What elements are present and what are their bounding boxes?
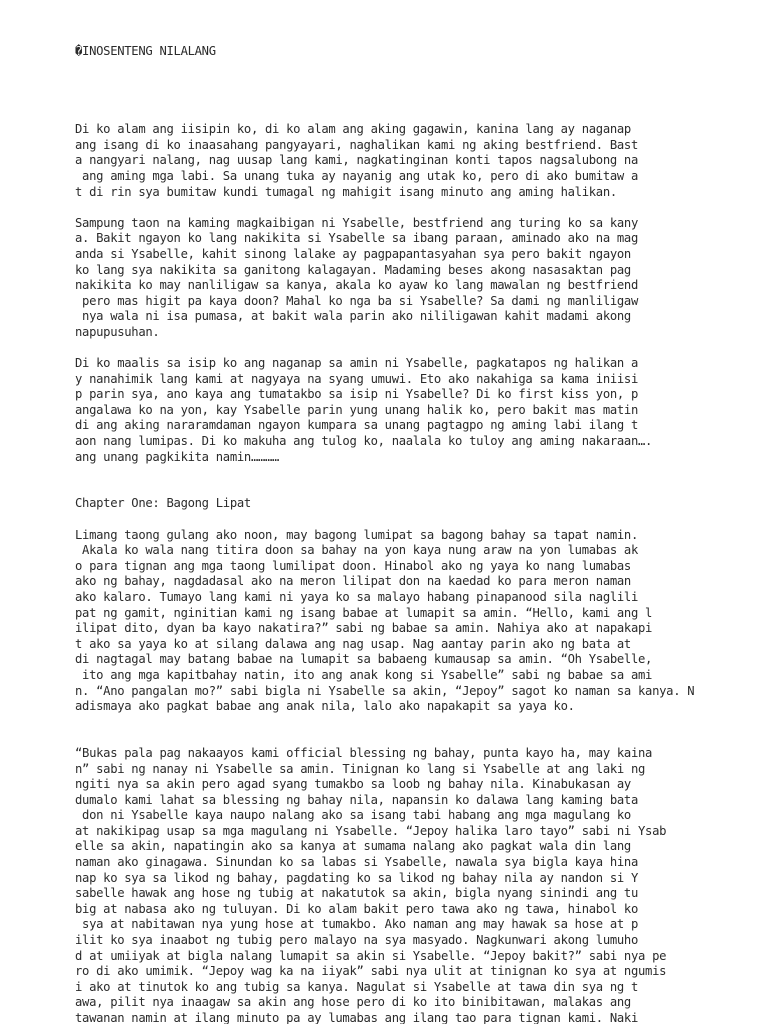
paragraph-line: ilit ko sya inaabot ng tubig pero malayo na sya masyado. Nagkunwari akong lumuho (75, 933, 639, 948)
paragraph-line: di ang aking nararamdaman ngayon kumpara sa unang pagtagpo ng aming labi ilang t (75, 418, 639, 433)
chapter-heading: Chapter One: Bagong Lipat (75, 496, 251, 511)
paragraph-line: elle sa akin, napatingin ako sa kanya at sumama nalang ako pagkat wala din lang (75, 839, 631, 854)
paragraph-line: tawanan namin at ilang minuto pa ay lumabas ang ilang tao para tignan kami. Naki (75, 1011, 639, 1024)
paragraph-line: ako kalaro. Tumayo lang kami ni yaya ko sa malayo habang pinapanood sila naglili (75, 589, 639, 604)
paragraph-line: ako ng bahay, nagdadasal ako na meron lilipat don na kaedad ko para meron naman (75, 574, 631, 589)
paragraph-line: p parin sya, ano kaya ang tumatakbo sa isip ni Ysabelle? Di ko first kiss yon, p (75, 387, 639, 402)
paragraph-line: aon nang lumipas. Di ko makuha ang tulog ko, naalala ko tuloy ang aming nakaraan…. (75, 434, 653, 449)
paragraph-line: ang isang di ko inaasahang pangyayari, naghalikan kami ng aking bestfriend. Bast (75, 137, 639, 152)
blank-line (75, 512, 765, 528)
paragraph-line: ang unang pagkikita namin………… (75, 449, 280, 464)
paragraph-line: Di ko maalis sa isip ko ang naganap sa amin ni Ysabelle, pagkatapos ng halikan a (75, 356, 639, 371)
paragraph-line: d at umiiyak at bigla nalang lumapit sa akin si Ysabelle. “Jepoy bakit?” sabi nya pe (75, 948, 667, 963)
paragraph-line: Di ko alam ang iisipin ko, di ko alam ang aking gagawin, kanina lang ay naganap (75, 122, 631, 137)
paragraph-line: pat ng gamit, nginitian kami ng isang babae at lumapit sa amin. “Hello, kami ang l (75, 605, 653, 620)
paragraph-line: adismaya ako pagkat babae ang anak nila, lalo ako napakapit sa yaya ko. (75, 699, 575, 714)
blank-line (75, 107, 765, 123)
paragraph-line: don ni Ysabelle kaya naupo nalang ako sa isang tabi habang ang mga magulang ko (75, 808, 631, 823)
blank-line (75, 91, 765, 107)
paragraph-line: i ako at tinutok ko ang tubig sa kanya. Nagulat si Ysabelle at tawa din sya ng t (75, 979, 639, 994)
paragraph-line: Akala ko wala nang titira doon sa bahay na yon kaya nung araw na yon lumabas ak (75, 543, 639, 558)
blank-line (75, 730, 765, 746)
blank-line (75, 340, 765, 356)
blank-line (75, 481, 765, 497)
paragraph-line: at nakikipag usap sa mga magulang ni Ysabelle. “Jepoy halika laro tayo” sabi ni Ysab (75, 823, 667, 838)
paragraph-line: awa, pilit nya inaagaw sa akin ang hose pero di ko ito binibitawan, malakas ang (75, 995, 631, 1010)
paragraph-line: Limang taong gulang ako noon, may bagong lumipat sa bagong bahay sa tapat namin. (75, 527, 639, 542)
paragraph-line: sya at nabitawan nya yung hose at tumakbo. Ako naman ang may hawak sa hose at p (75, 917, 639, 932)
document-body (75, 13, 765, 1024)
paragraph-line: a nangyari nalang, nag uusap lang kami, nagkatinginan konti tapos nagsalubong na (75, 153, 639, 168)
paragraph-line: napupusuhan. (75, 324, 160, 339)
paragraph-line: Sampung taon na kaming magkaibigan ni Ysabelle, bestfriend ang turing ko sa kany (75, 215, 639, 230)
paragraph-line: naman ako ginagawa. Sinundan ko sa labas si Ysabelle, nawala sya bigla kaya hina (75, 855, 639, 870)
paragraph-line: big at nabasa ako ng tuluyan. Di ko alam bakit pero tawa ako ng tawa, hinabol ko (75, 901, 639, 916)
paragraph-line: nakikita ko may nanliligaw sa kanya, akala ko ayaw ko lang mawalan ng bestfriend (75, 278, 639, 293)
blank-line (75, 200, 765, 216)
paragraph-line: ang aming mga labi. Sa unang tuka ay nayanig ang utak ko, pero di ako bumitaw a (75, 168, 639, 183)
paragraph-line: anda si Ysabelle, kahit sinong lalake ay pagpapantasyahan sya pero bakit ngayon (75, 246, 631, 261)
paragraph-line: “Bukas pala pag nakaayos kami official blessing ng bahay, punta kayo ha, may kaina (75, 745, 653, 760)
paragraph-line: sabelle hawak ang hose ng tubig at nakatutok sa akin, bigla nyang sinindi ang tu (75, 886, 639, 901)
paragraph-line: di nagtagal may batang babae na lumapit sa babaeng kumausap sa amin. “Oh Ysabelle, (75, 652, 653, 667)
paragraph-line: o para tignan ang mga taong lumilipat doon. Hinabol ako ng yaya ko nang lumabas (75, 558, 631, 573)
paragraph-line: t ako sa yaya ko at silang dalawa ang nag usap. Nag aantay parin ako ng bata at (75, 636, 631, 651)
blank-line (75, 715, 765, 731)
paragraph-line: y nanahimik lang kami at nagyaya na syang umuwi. Eto ako nakahiga sa kama iniisi (75, 371, 639, 386)
paragraph-line: nya wala ni isa pumasa, at bakit wala parin ako nililigawan kahit madami akong (75, 309, 631, 324)
paragraph-line: nap ko sya sa likod ng bahay, pagdating ko sa likod ng bahay nila ay nandon si Y (75, 870, 639, 885)
paragraph-line: ngiti nya sa akin pero agad syang tumakbo sa loob ng bahay nila. Kinabukasan ay (75, 777, 631, 792)
document-title: �INOSENTENG NILALANG (75, 44, 216, 59)
paragraph-line: angalawa ko na yon, kay Ysabelle parin yung unang halik ko, pero bakit mas matin (75, 402, 639, 417)
paragraph-line: ro di ako umimik. “Jepoy wag ka na iiyak” sabi nya ulit at tinignan ko sya at ngumis (75, 964, 667, 979)
paragraph-line: t di rin sya bumitaw kundi tumagal ng mahigit isang minuto ang aming halikan. (75, 184, 617, 199)
blank-line (75, 465, 765, 481)
paragraph-line: ito ang mga kapitbahay natin, ito ang anak kong si Ysabelle” sabi ng babae sa ami (75, 667, 653, 682)
paragraph-line: n. “Ano pangalan mo?” sabi bigla ni Ysabelle sa akin, “Jepoy” sagot ko naman sa kanya. N (75, 683, 695, 698)
paragraph-line: a. Bakit ngayon ko lang nakikita si Ysabelle sa ibang paraan, aminado ako na mag (75, 231, 639, 246)
paragraph-line: ilipat dito, dyan ba kayo nakatira?” sabi ng babae sa amin. Nahiya ako at napakapi (75, 621, 653, 636)
paragraph-line: dumalo kami lahat sa blessing ng bahay nila, napansin ko dalawa lang kaming bata (75, 792, 639, 807)
paragraph-line: pero mas higit pa kaya doon? Mahal ko nga ba si Ysabelle? Sa dami ng manliligaw (75, 293, 639, 308)
paragraph-line: ko lang sya nakikita sa ganitong kalagayan. Madaming beses akong nasasaktan pag (75, 262, 631, 277)
paragraph-line: n” sabi ng nanay ni Ysabelle sa amin. Tinignan ko lang si Ysabelle at ang laki ng (75, 761, 646, 776)
